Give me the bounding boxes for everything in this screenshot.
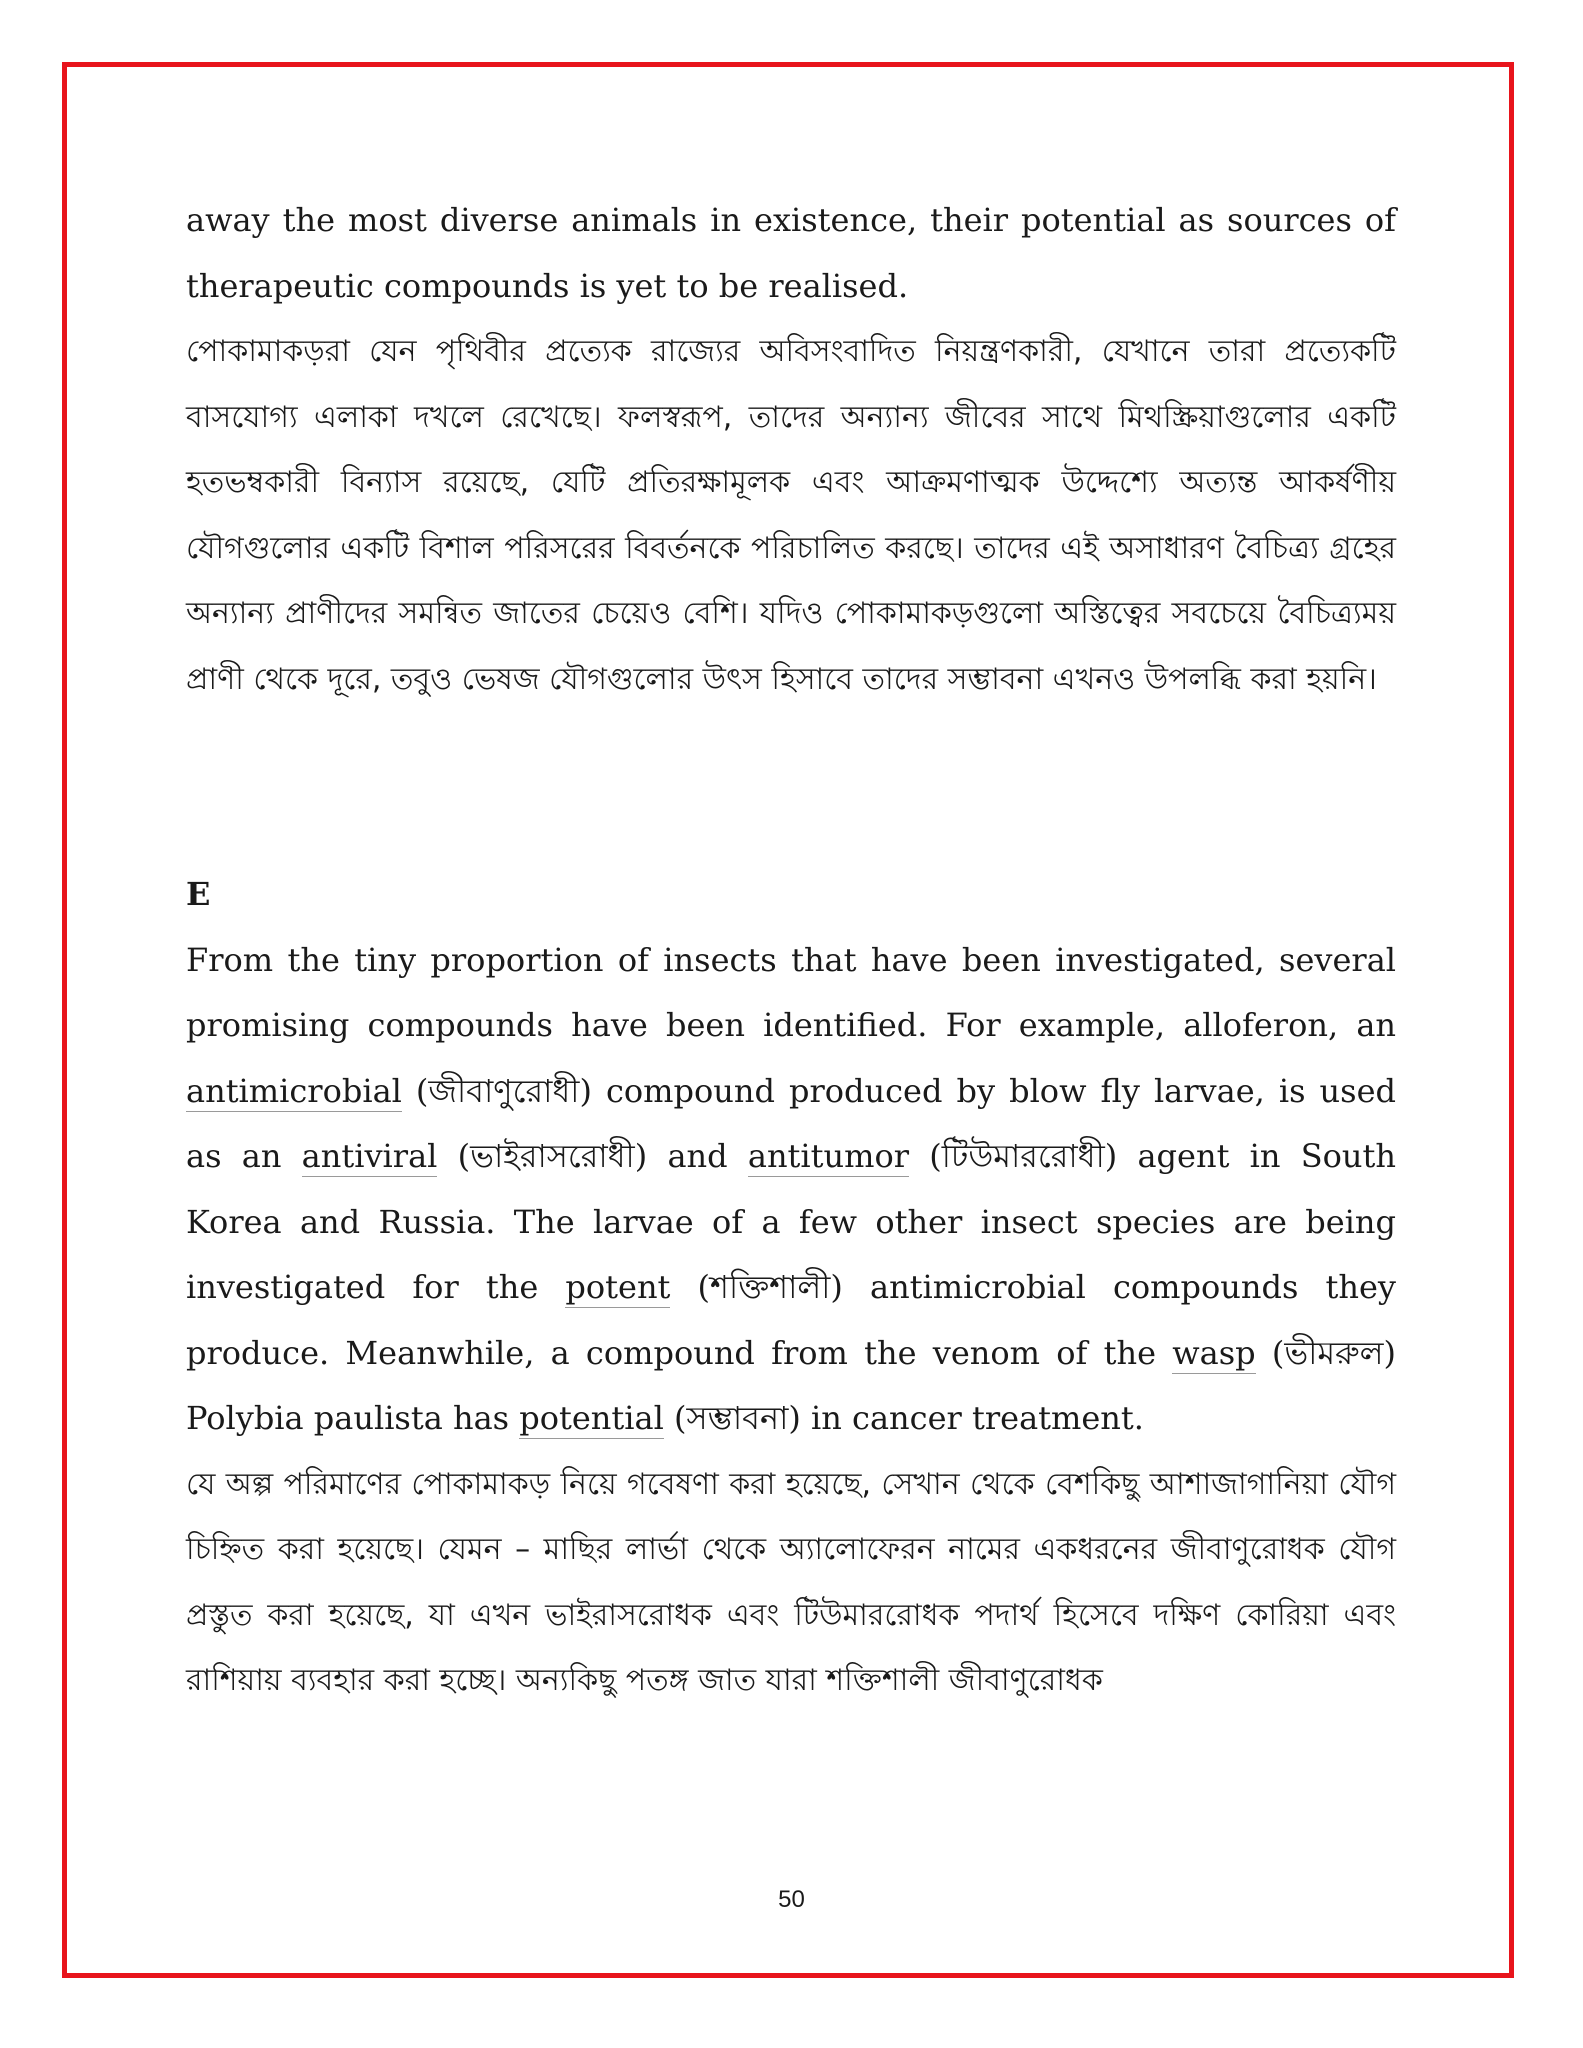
section-gap [186, 712, 1396, 862]
section-d-english-tail: away the most diverse animals in existence, their potential as sources of therapeutic compounds is yet to be realised. [186, 201, 1396, 305]
vocab-word-wasp: wasp [1172, 1333, 1256, 1372]
section-e-heading: E [186, 875, 211, 913]
text-run: (জীবাণুরোধী) compound produced by blow fly larvae, is used as an [186, 1071, 1396, 1175]
section-e-bengali-translation: যে অল্প পরিমাণের পোকামাকড় নিয়ে গবেষণা করা হয়েছে, সেখান থেকে বেশকিছু আশাজাগানিয়া যৌগ চিহ্নিত করা হয়েছে। যেমন – মাছির লার্ভা থেকে অ্যালোফেরন নামের একধরনের জীবাণুরোধক যৌগ প্রস্তুত করা হয়েছে, যা এখন ভাইরাসরোধক এবং টিউমাররোধক পদার্থ হিসেবে দক্ষিণ কোরিয়া এবং রাশিয়ায় ব্যবহার করা হচ্ছে। অন্যকিছু পতঙ্গ জাত যারা শক্তিশালী জীবাণুরোধক [186, 1466, 1396, 1698]
text-run: (শক্তিশালী) antimicrobial compounds they produce. Meanwhile, a compound from the venom of the [186, 1268, 1396, 1372]
text-run: (টিউমাররোধী) agent in South Korea and Russia. The larvae of a few other insect species are being investigated for the [186, 1137, 1397, 1306]
page-content [186, 188, 1396, 1714]
vocab-word-potential: potential [519, 1399, 664, 1437]
text-run: (সম্ভাবনা) in cancer treatment. [663, 1399, 1144, 1437]
section-d-bengali-translation: পোকামাকড়রা যেন পৃথিবীর প্রত্যেক রাজ্যের অবিসংবাদিত নিয়ন্ত্রণকারী, যেখানে তারা প্রত্যেকটি বাসযোগ্য এলাকা দখলে রেখেছে। ফলস্বরূপ, তাদের অন্যান্য জীবের সাথে মিথস্ক্রিয়াগুলোর একটি হতভম্বকারী বিন্যাস রয়েছে, যেটি প্রতিরক্ষামূলক এবং আক্রমণাত্মক উদ্দেশ্যে অত্যন্ত আকর্ষণীয় যৌগগুলোর একটি বিশাল পরিসরের বিবর্তনকে পরিচালিত করছে। তাদের এই অসাধারণ বৈচিত্র্য গ্রহের অন্যান্য প্রাণীদের সমন্বিত জাতের চেয়েও বেশি। যদিও পোকামাকড়গুলো অস্তিত্বের সবচেয়ে বৈচিত্র্যময় প্রাণী থেকে দূরে, তবুও ভেষজ যৌগগুলোর উৎস হিসাবে তাদের সম্ভাবনা এখনও উপলব্ধি করা হয়নি। [186, 334, 1396, 697]
section-e-english [186, 928, 1396, 1452]
vocab-word-antimicrobial: antimicrobial [186, 1071, 402, 1110]
text-run: (ভাইরাসরোধী) and [437, 1137, 748, 1175]
vocab-word-antiviral: antiviral [301, 1137, 438, 1175]
vocab-word-potent: potent [565, 1268, 671, 1306]
page-number: 50 [778, 1886, 805, 1913]
text-run: From the tiny proportion of insects that have been investigated, several promising compounds have been identified. For example, alloferon, an [186, 940, 1396, 1044]
text-run: (ভীমরুল) Polybia paulista has [186, 1333, 1396, 1437]
vocab-word-antitumor: antitumor [747, 1137, 910, 1175]
